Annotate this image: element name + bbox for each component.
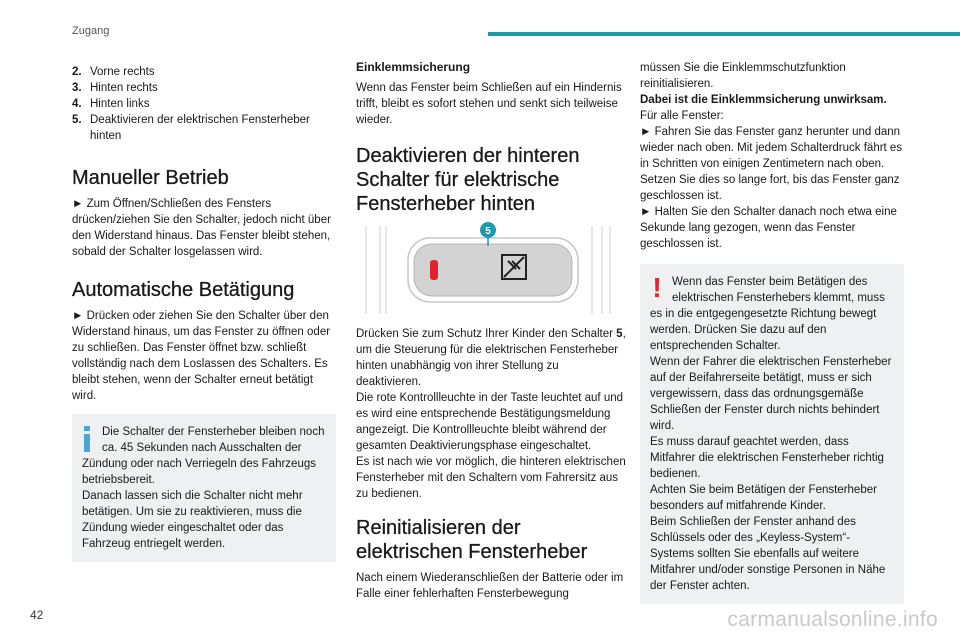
list-item: 4. Hinten links	[72, 98, 150, 110]
deactivate-text-3: Es ist nach wie vor möglich, die hinteren elektrischen Fensterheber mit den Schaltern vom Fahrersitz aus zu bedienen.	[356, 456, 626, 500]
column-middle	[356, 60, 626, 602]
pinch-text: Wenn das Fenster beim Schließen auf ein Hindernis trifft, bleibt es sofort stehen und senkt sich teilweise wieder.	[356, 82, 622, 126]
manual-heading: Manueller Betrieb	[72, 167, 229, 189]
list-item: 3. Hinten rechts	[72, 82, 158, 94]
watermark: carmanualsonline.info	[727, 608, 938, 631]
figure-callout: 5	[485, 226, 491, 237]
reinit-warning-bold: Dabei ist die Einklemmsicherung unwirksam.	[640, 94, 887, 106]
all-windows-label: Für alle Fenster:	[640, 110, 724, 122]
warning-text-4: Achten Sie beim Betätigen der Fensterheber besonders auf mitfahrende Kinder.	[650, 484, 877, 512]
column-left	[72, 60, 336, 562]
auto-text: ► Drücken oder ziehen Sie den Schalter über den Widerstand hinaus, um das Fenster zu öffnen oder zu schließen. Das Fenster öffnet bzw. schließt vollständig nach dem Loslassen des Schalters. Es bleibt stehen, wenn der Schalter erneut betätigt wird.	[72, 310, 331, 402]
warning-text-3: Es muss darauf geachtet werden, dass Mitfahrer die elektrischen Fensterheber richtig bedienen.	[650, 436, 884, 480]
page-number: 42	[30, 608, 44, 622]
list-item: 2. Vorne rechts	[72, 66, 155, 78]
column-right	[640, 60, 904, 604]
info-text-2: Danach lassen sich die Schalter nicht mehr betätigen. Um sie zu reaktivieren, muss die Zündung wieder eingeschaltet oder das Fahrzeug entriegelt werden.	[82, 490, 303, 550]
deactivate-text-1: Drücken Sie zum Schutz Ihrer Kinder den Schalter 5, um die Steuerung für die elektrischen Fensterheber hinten unabhängig von ihrer Stellung zu deaktivieren.	[356, 328, 626, 388]
reinit-step-1: ► Fahren Sie das Fenster ganz herunter und dann wieder nach oben. Mit jedem Schalterdruck fährt es in Schritten von einigen Zentimetern nach oben. Setzen Sie dies so lange fort, bis das Fenster ganz geschlossen ist.	[640, 126, 903, 202]
auto-heading: Automatische Betätigung	[72, 279, 295, 301]
child-lock-switch-illustration	[356, 222, 626, 318]
reinit-step-2: ► Halten Sie den Schalter danach noch etwa eine Sekunde lang gezogen, wenn das Fenster geschlossen ist.	[640, 206, 897, 250]
switch-figure	[356, 222, 626, 318]
pinch-heading: Einklemmsicherung	[356, 60, 471, 74]
warning-text-2: Wenn der Fahrer die elektrischen Fensterheber auf der Beifahrerseite betätigt, muss er sich vergewissern, dass das ordnungsgemäße Schließen der Fenster durch nichts behindert wird.	[650, 356, 892, 432]
warning-text-5: Beim Schließen der Fenster anhand des Schlüssels oder des „Keyless-System“-Systems sollten Sie ebenfalls auf weitere Mitfahrer und/oder sonstige Personen in Nähe der Fenster achten.	[650, 516, 886, 592]
warning-text-1: Wenn das Fenster beim Betätigen des elektrischen Fensterhebers klemmt, muss es in die entgegengesetzte Richtung bewegt werden. Drücken Sie dazu auf den entsprechenden Schalter.	[650, 276, 885, 352]
info-box	[72, 414, 336, 562]
reinit-text: Nach einem Wiederanschließen der Batterie oder im Falle einer fehlerhaften Fensterbewegung	[356, 572, 624, 600]
info-icon	[82, 426, 92, 452]
info-text-1: Die Schalter der Fensterheber bleiben noch ca. 45 Sekunden nach Ausschalten der Zündung oder nach Verriegeln des Fahrzeugs betriebsbereit.	[82, 426, 325, 486]
deactivate-heading: Deaktivieren der hinteren Schalter für elektrische Fensterheber hinten	[356, 145, 580, 215]
manual-text: ► Zum Öffnen/Schließen des Fensters drücken/ziehen Sie den Schalter, jedoch nicht über den Widerstand hinaus. Das Fenster bleibt stehen, sobald der Schalter losgelassen wird.	[72, 198, 331, 258]
header-accent-bar	[488, 32, 960, 36]
list-item: 5. Deaktivieren der elektrischen Fensterheber hinten	[72, 114, 310, 142]
warning-box	[640, 264, 904, 604]
reinit-heading: Reinitialisieren der elektrischen Fensterheber	[356, 517, 588, 563]
switch-list	[72, 64, 336, 144]
reinit-continued: müssen Sie die Einklemmschutzfunktion reinitialisieren.	[640, 62, 846, 90]
section-header: Zugang	[72, 25, 110, 37]
warning-icon: !	[652, 272, 662, 303]
deactivate-text-2: Die rote Kontrollleuchte in der Taste leuchtet auf und es wird eine entsprechende Bestätigungsmeldung angezeigt. Die Kontrollleuchte bleibt während der gesamten Deaktivierungsphase eingeschaltet.	[356, 392, 624, 452]
